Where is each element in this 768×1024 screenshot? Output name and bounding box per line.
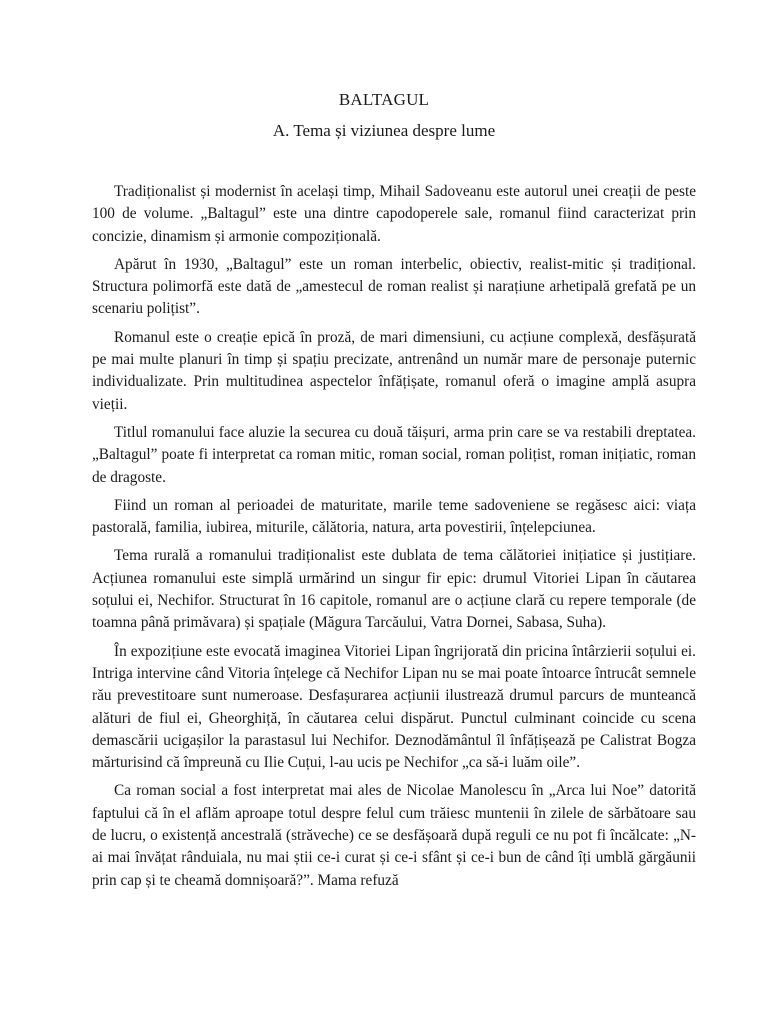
paragraph: Titlul romanului face aluzie la securea cu două tăișuri, arma prin care se va restabili dreptatea. „Baltagul” poate fi interpretat ca roman mitic, roman social, roman polițist, roman inițiatic, roman de dragoste. <box>92 423 696 486</box>
paragraph: Romanul este o creație epică în proză, de mari dimensiuni, cu acțiune complexă, desfășurată pe mai multe planuri în timp și spațiu precizate, antrenând un număr mare de personaje puternic individualizate. Prin multitudinea aspectelor înfățișate, romanul oferă o imagine amplă asupra vieții. <box>92 328 696 413</box>
paragraph: Apărut în 1930, „Baltagul” este un roman interbelic, obiectiv, realist-mitic și tradițional. Structura polimorfă este dată de „amestecul de roman realist și narațiune arhetipală grefată pe un scenariu polițist”. <box>92 255 696 318</box>
paragraph: Tema rurală a romanului tradiționalist este dublata de tema călătoriei inițiatice și justițiare. Acțiunea romanului este simplă urmărind un singur fir epic: drumul Vitoriei Lipan în căutarea soțului ei, Nechifor. Structurat în 16 capitole, romanul are o acțiune clară cu repere temporale (de toamna până primăvara) și spațiale (Măgura Tarcăului, Vatra Dornei, Sabasa, Suha). <box>92 547 696 632</box>
paragraph: Tradiționalist și modernist în același timp, Mihail Sadoveanu este autorul unei creații de peste 100 de volume. „Baltagul” este una dintre capodoperele sale, romanul fiind caracterizat prin concizie, dinamism și armonie compozițională. <box>92 183 696 245</box>
document-subtitle: A. Tema și viziunea despre lume <box>272 121 496 140</box>
document-body <box>92 181 696 898</box>
paragraph: Ca roman social a fost interpretat mai ales de Nicolae Manolescu în „Arca lui Noe” datorită faptului că în el aflăm aproape totul despre felul cum trăiesc muntenii în zilele de sărbătoare sau de lucru, o existență ancestrală (străveche) ce se desfășoară după reguli ce nu pot fi încălcate: „N-ai mai învățat rânduiala, nu mai știi ce-i curat și ce-i sfânt și ce-i bun de când îți umblă gărgăunii prin cap și te cheamă domnișoară?”. Mama refuză <box>92 782 696 889</box>
paragraph: Fiind un roman al perioadei de maturitate, marile teme sadoveniene se regăsesc aici: viața pastorală, familia, iubirea, miturile, călătoria, natura, arta povestirii, înțelepciunea. <box>92 496 696 537</box>
document-title: BALTAGUL <box>338 90 430 109</box>
paragraph: În expozițiune este evocată imaginea Vitoriei Lipan îngrijorată din pricina întârzierii soțului ei. Intriga intervine când Vitoria înțelege că Nechifor Lipan nu se mai poate întoarce întrucât semnele rău prevestitoare sunt numeroase. Desfașurarea acțiunii ilustrează drumul parcurs de munteancă alături de fiul ei, Gheorghiță, în căutarea celui dispărut. Punctul culminant coincide cu scena demascării ucigașilor la parastasul lui Nechifor. Deznodământul îl înfățișează pe Calistrat Bogza mărturisind că împreună cu Ilie Cuțui, l-au ucis pe Nechifor „ca să-i luăm oile”. <box>92 642 696 772</box>
